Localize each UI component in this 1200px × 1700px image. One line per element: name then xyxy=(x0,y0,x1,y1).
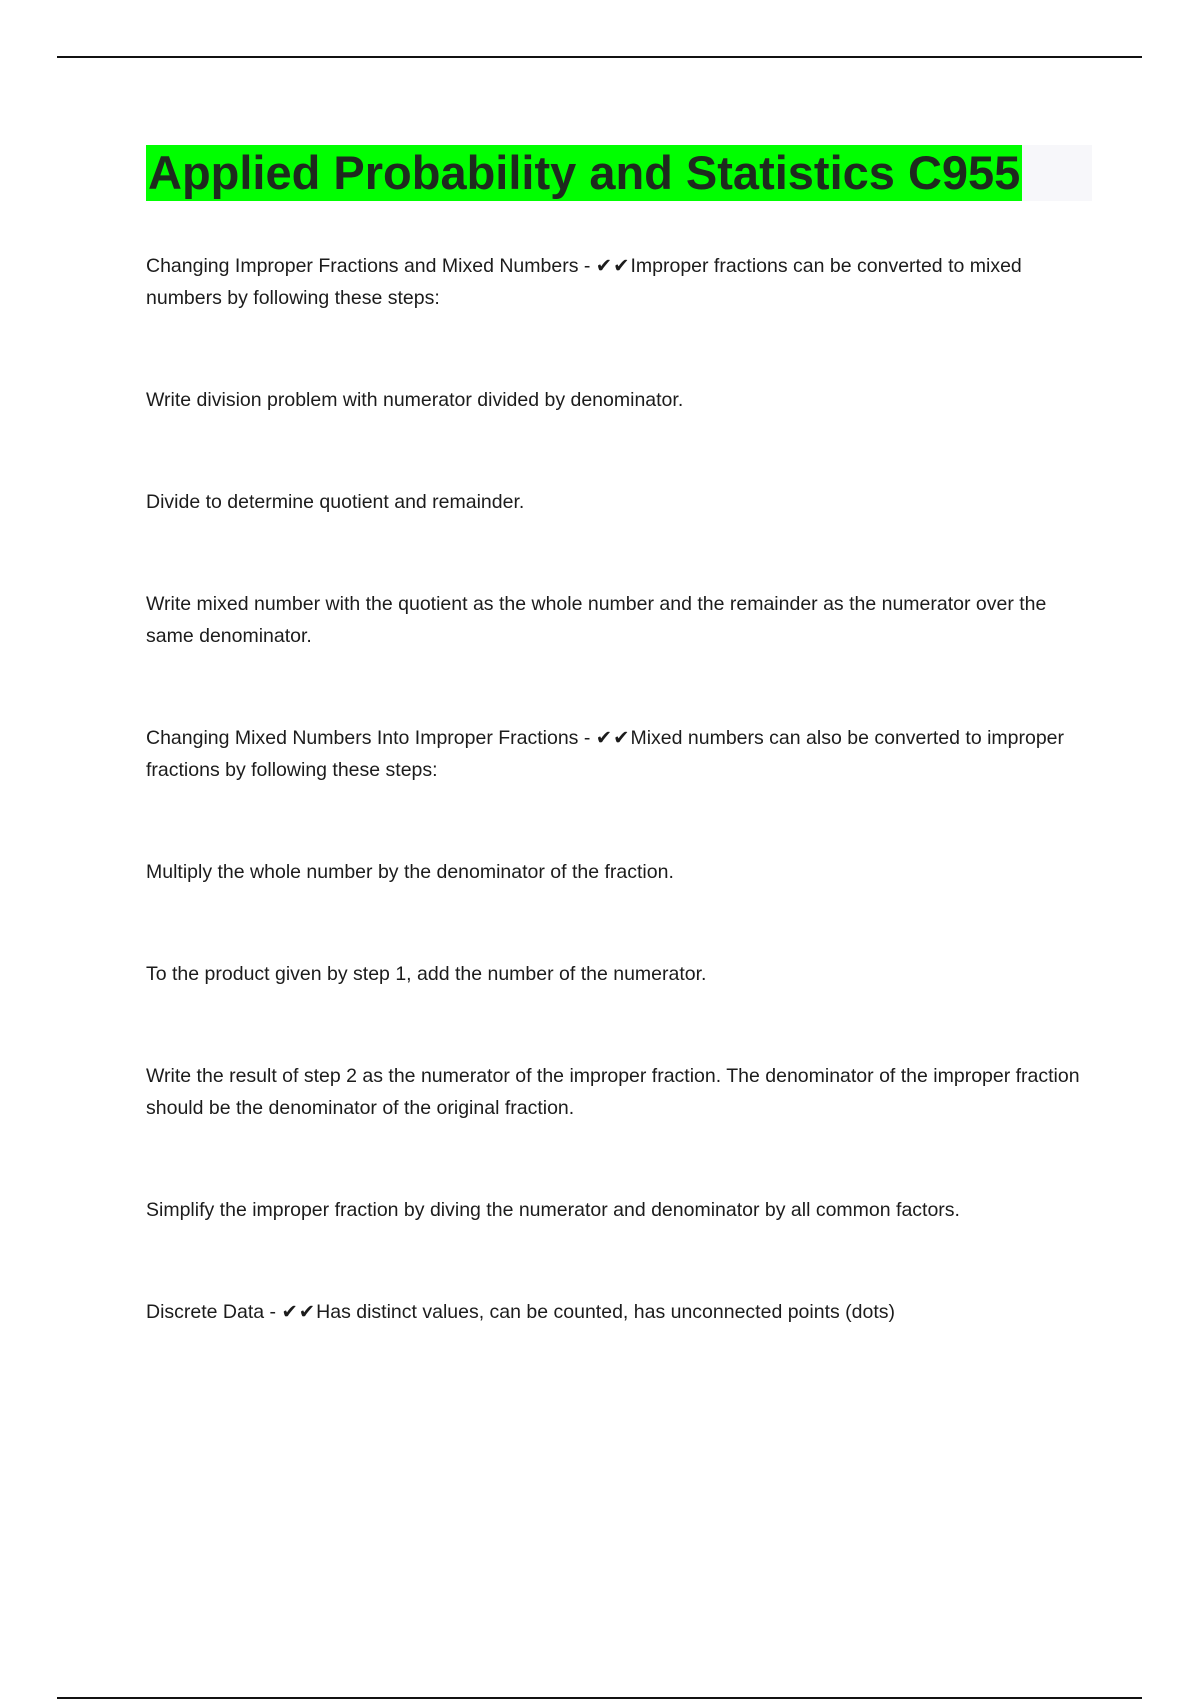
step-text: Write division problem with numerator divided by denominator. xyxy=(146,389,684,411)
entry-definition: Has distinct values, can be counted, has unconnected points (dots) xyxy=(316,1301,896,1323)
step-text: Write the result of step 2 as the numerator of the improper fraction. The denominator of the improper fraction should be the denominator of the original fraction. xyxy=(146,1065,1080,1119)
step-text: To the product given by step 1, add the number of the numerator. xyxy=(146,963,707,985)
footer-rule xyxy=(57,1697,1142,1699)
entry-term: Discrete Data xyxy=(146,1301,265,1323)
step-text: Simplify the improper fraction by diving the numerator and denominator by all common factors. xyxy=(146,1199,960,1221)
step-text: Divide to determine quotient and remainder. xyxy=(146,491,525,513)
entry-separator: - xyxy=(578,727,596,749)
flashcard-entry xyxy=(146,1296,1086,1328)
flashcard-entry xyxy=(146,722,1086,786)
check-marks: ✔✔ xyxy=(595,255,631,277)
entry-term: Changing Improper Fractions and Mixed Numbers xyxy=(146,255,579,277)
entry-separator: - xyxy=(264,1301,282,1323)
entry-term: Changing Mixed Numbers Into Improper Fractions xyxy=(146,727,579,749)
check-marks: ✔✔ xyxy=(281,1301,317,1323)
header-rule xyxy=(57,56,1142,58)
title-band xyxy=(146,145,1092,201)
document-title: Applied Probability and Statistics C955 xyxy=(148,146,1021,199)
step-text: Multiply the whole number by the denominator of the fraction. xyxy=(146,861,674,883)
entry-separator: - xyxy=(578,255,596,277)
entry-definition: Improper fractions can be converted to mixed numbers by following these steps: xyxy=(146,255,1022,309)
document-body xyxy=(146,250,1086,1328)
flashcard-entry xyxy=(146,250,1086,314)
step-text: Write mixed number with the quotient as the whole number and the remainder as the numerator over the same denominator. xyxy=(146,593,1047,647)
check-marks: ✔✔ xyxy=(595,727,631,749)
entry-definition: Mixed numbers can also be converted to improper fractions by following these steps: xyxy=(146,727,1065,781)
